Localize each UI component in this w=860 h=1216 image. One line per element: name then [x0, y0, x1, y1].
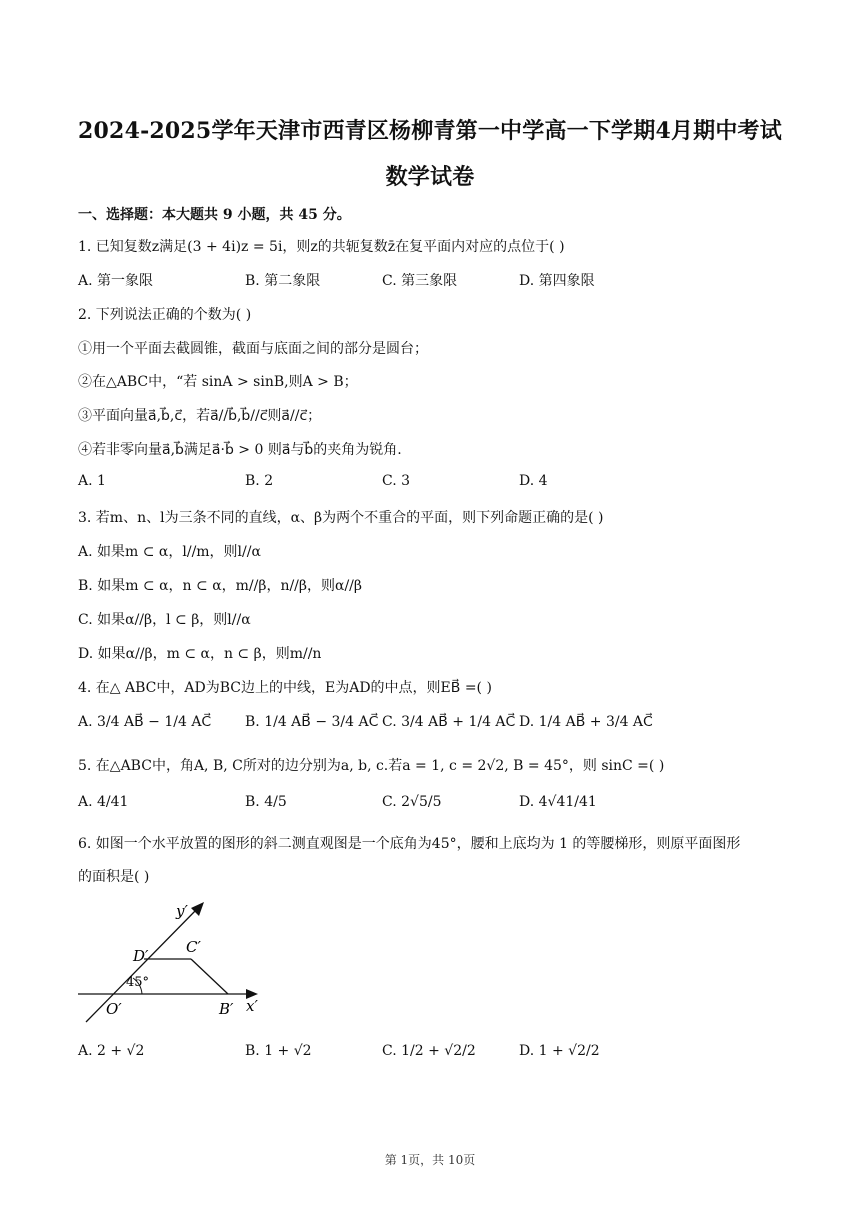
q5-stem: 5. 在△ABC中，角A, B, C所对的边分别为a, b, c.若a = 1, c = 2√2, B = 45°，则 sinC =( ) — [78, 758, 665, 774]
q6-stem-line-2: 的面积是( ) — [78, 869, 150, 885]
q2-statement-2: ②在△ABC中，“若 sinA > sinB,则A > B； — [78, 374, 358, 390]
q4-option-d: D. 1/4 AB⃗ + 3/4 AC⃗ — [519, 714, 653, 730]
y-axis — [86, 908, 198, 1022]
q6-option-c: C. 1/2 + √2/2 — [382, 1043, 476, 1059]
q6-stem-line-1: 6. 如图一个水平放置的图形的斜二测直观图是一个底角为45°，腰和上底均为 1 的等腰梯形，则原平面图形 — [78, 836, 741, 852]
q4-option-c: C. 3/4 AB⃗ + 1/4 AC⃗ — [382, 714, 516, 730]
trapezoid-right-leg — [191, 959, 228, 994]
q3-option-c: C. 如果α//β，l ⊂ β，则l//α — [78, 612, 251, 628]
label-x: x′ — [246, 997, 258, 1015]
q6-option-b: B. 1 + √2 — [245, 1043, 312, 1059]
q2-option-a: A. 1 — [78, 473, 106, 489]
q3-option-b: B. 如果m ⊂ α，n ⊂ α，m//β，n//β，则α//β — [78, 578, 362, 594]
q1-stem: 1. 已知复数z满足(3 + 4i)z = 5i，则z的共轭复数z̄在复平面内对应的点位于( ) — [78, 239, 565, 255]
q1-option-a: A. 第一象限 — [78, 273, 154, 289]
title-line-2: 数学试卷 — [385, 164, 475, 190]
page-footer: 第 1页，共 10页 — [384, 1153, 476, 1167]
q3-option-a: A. 如果m ⊂ α，l//m，则l//α — [78, 544, 261, 560]
q3-stem: 3. 若m、n、l为三条不同的直线，α、β为两个不重合的平面，则下列命题正确的是( ) — [78, 510, 604, 526]
label-o: O′ — [106, 1000, 122, 1018]
q5-option-a: A. 4/41 — [78, 794, 129, 810]
q5-option-d: D. 4√41/41 — [519, 794, 597, 810]
label-angle: 45° — [126, 975, 150, 990]
label-b: B′ — [219, 1000, 234, 1018]
q5-option-c: C. 2√5/5 — [382, 794, 442, 810]
label-y: y′ — [176, 902, 188, 920]
q2-option-b: B. 2 — [245, 473, 274, 489]
q2-statement-3: ③平面向量a⃗,b⃗,c⃗，若a⃗//b⃗,b⃗//c⃗则a⃗//c⃗； — [78, 408, 322, 424]
q2-statement-1: ①用一个平面去截圆锥，截面与底面之间的部分是圆台； — [78, 341, 428, 357]
q2-stem: 2. 下列说法正确的个数为( ) — [78, 307, 252, 323]
label-d: D′ — [133, 947, 149, 965]
label-c: C′ — [186, 938, 201, 956]
q1-option-c: C. 第三象限 — [382, 273, 458, 289]
q4-option-b: B. 1/4 AB⃗ − 3/4 AC⃗ — [245, 714, 379, 730]
section-heading: 一、选择题：本大题共 9 小题，共 45 分。 — [78, 207, 351, 223]
q2-option-c: C. 3 — [382, 473, 411, 489]
oblique-trapezoid-figure — [78, 898, 268, 1023]
q2-option-d: D. 4 — [519, 473, 548, 489]
q4-stem: 4. 在△ ABC中，AD为BC边上的中线，E为AD的中点，则EB⃗ =( ) — [78, 680, 492, 696]
q3-option-d: D. 如果α//β，m ⊂ α，n ⊂ β，则m//n — [78, 646, 322, 662]
q1-option-d: D. 第四象限 — [519, 273, 595, 289]
q4-option-a: A. 3/4 AB⃗ − 1/4 AC⃗ — [78, 714, 212, 730]
q6-option-d: D. 1 + √2/2 — [519, 1043, 600, 1059]
q2-statement-4: ④若非零向量a⃗,b⃗满足a⃗·b⃗ > 0 则a⃗与b⃗的夹角为锐角. — [78, 442, 402, 458]
q1-option-b: B. 第二象限 — [245, 273, 321, 289]
title-line-1: 2024-2025学年天津市西青区杨柳青第一中学高一下学期4月期中考试 — [78, 118, 782, 144]
q6-option-a: A. 2 + √2 — [78, 1043, 145, 1059]
q5-option-b: B. 4/5 — [245, 794, 287, 810]
